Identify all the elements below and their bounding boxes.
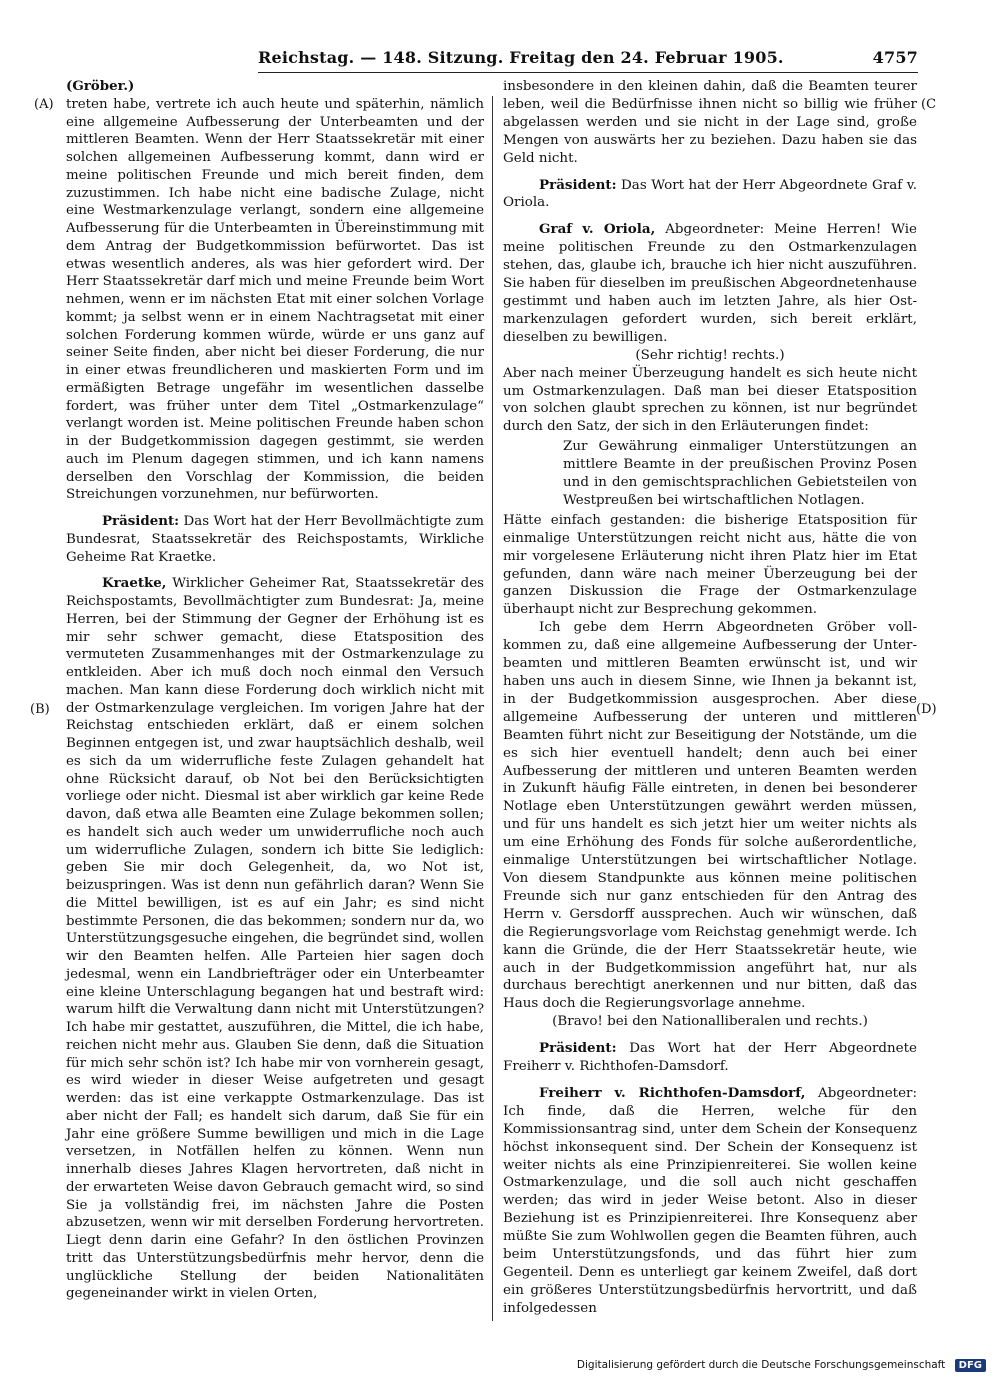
- speaker-name: Kraetke,: [102, 575, 167, 592]
- paragraph-text: Wirklicher Geheimer Rat, Staatssekretär des Reichspostamts, Bevollmächtigter zum Bundesrat: Ja, meine Herren, bei der Stimmung der Gegner der Erhöhung ist es mir sehr schwer gemacht, diese Etatsposition des vermuteten Zusammenhanges mit der Ostmarkenzulage zu entkleiden. Aber ich muß doch noch einmal den Versuch machen. Man kann diese Forderung doch wirklich nicht mit der Ostmarkenzulage vergleichen. Im vorigen Jahre hat der Reichstag entschieden erklärt, daß er einem solchen Beginnen entgegen ist, und zwar hauptsächlich deshalb, weil es sich da um widerrufliche feste Zulagen gehandelt hat ohne Rücksicht darauf, ob Not bei den Berücksichtigten vorliege oder nicht. Diesmal ist aber wirklich gar keine Rede davon, daß etwa alle Beamten eine Zulage bekommen sollen; es handelt sich auch weder um unwiderrufliche noch auch um widerrufliche Zulagen, sondern ich bitte Sie lediglich: geben Sie mir doch Gelegenheit, da, wo Not ist, beizuspringen. Was ist denn nun gefährlich daran? Wenn Sie die Mittel bewilligen, ist es auf ein Jahr; es sind nicht bestimmte Personen, die das bekommen; sondern nur da, wo Unterstützungsgesuche eingehen, die begründet sind, wollen wir den Beamten helfen. Alle Parteien hier sagen doch jedesmal, wenn ein Landbriefträger oder ein Unterbeamter eine kleine Unterschlagung begangen hat und bestraft wird: warum hilft die Verwaltung dann nicht mit Unterstützungen? Ich habe mir gestattet, auszuführen, die Mittel, die ich habe, reichen nicht mehr aus. Glauben Sie denn, daß die Situation für mich sehr schön ist? Ich habe mir von vornherein gesagt, es wird wieder in dieser Weise aufgetreten und gesagt werden: das ist eine verkappte Ostmarkenzulage. Das ist aber nicht der Fall; es handelt sich darum, daß Sie für ein Jahr eine größere Summe bewilligen und mich in die Lage versetzen, in Notfällen helfen zu können. Wenn nun innerhalb dieses Jahres Klagen hervortreten, daß nicht in der erwarteten Weise davon Gebrauch gemacht wird, so sind Sie ja vollständig frei, im nächsten Jahre die Posten abzusetzen, wenn wir mit derselben Forderung hervortreten. Liegt denn darin eine Gefahr? In den östlichen Provinzen tritt das Unterstützungsbedürfnis mehr hervor, denn die unglückliche Stellung der beiden Nationalitäten gegeneinander wirkt in vielen Orten,: [66, 576, 484, 1302]
- credit-text: Digitalisierung gefördert durch die Deutsche Forschungsgemeinschaft: [576, 1359, 946, 1371]
- right-column: [503, 78, 917, 1318]
- paragraph-text: Das Wort hat der Herr Abgeordnete Freiherr v. Richthofen-Damsdorf.: [503, 1041, 917, 1075]
- paragraph: [66, 96, 484, 504]
- paragraph-text: Ich gebe dem Herrn Abgeordneten Gröber vollkommen zu, daß eine allgemeine Aufbesserung der Unterbeamten und mittleren Beamten erwünscht ist, und wir haben uns auch in diesem Sinne, wie Ihnen ja bekannt ist, in der Budgetkommission ausgesprochen. Aber diese allgemeine Aufbesserung der unteren und mittleren Beamten führt nicht zur Beseitigung der Notstände, um die es sich hier eventuell handelt; denn auch bei einer Aufbesserung der mittleren und unteren Beamten werden in Zukunft häufig Fälle eintreten, in denen bei besonderer Notlage eben Unterstützungen gewährt werden müssen, und für uns handelt es sich jetzt hier um weiter nichts als um eine Erhöhung des Fonds für solche außerordentliche, einmalige Unterstützungen bei wirtschaftlicher Notlage. Von diesem Standpunkte aus können meine politischen Freunde sich nur ganz entschieden für den Antrag des Herrn v. Gersdorff aussprechen. Auch wir wünschen, daß die Regierungsvorlage vom Reichstag genehmigt werde. Ich kann die Gründe, die der Herr Staatssekretär heute, wie auch in der Budgetkommission angeführt hat, nur als durchaus berechtigt anerkennen und nur bitten, daß das Haus doch die Regierungsvorlage annehme.: [503, 620, 917, 1012]
- block-quote: Zur Gewährung einmaliger Unterstützungen an mittlere Beamte in der preußischen Provinz Posen und in den gemischtsprachlichen Gebietsteilen von Westpreußen bei wirtschaftlichen Notlagen.: [563, 439, 917, 508]
- speaker-name: Präsident:: [539, 176, 617, 193]
- paragraph-text: treten habe, vertrete ich auch heute und späterhin, nämlich eine allgemeine Aufbesserung der Unterbeamten und der mittleren Beamten. Wenn der Herr Staatssekretär mit einer solchen allgemeinen Aufbesserung kommt, dann wird er meine politischen Freunde und mich bereit finden, dem zuzustimmen. Ich habe nicht eine badische Zulage, nicht eine Westmarkenzulage verlangt, sondern eine allgemeine Aufbesserung für die Unterbeamten in Übereinstimmung mit dem Antrag der Budgetkommission befürwortet. Das ist etwas wesentlich anderes, als was hier gefordert wird. Der Herr Staatssekretär darf mich und meine Freunde beim Wort nehmen, wenn er im nächsten Etat mit einer solchen Vorlage kommt; ja selbst wenn er in einem Nachtragsetat mit einer solchen Forderung kommen würde, würde er uns ganz auf seiner Seite finden, aber nicht bei dieser Forderung, die nur in einer etwas freundlicheren und maskierten Form und im ermäßigten Betrage ungefähr im wesentlichen dasselbe fordert, was früher unter dem Titel „Ostmarkenzulage“ verlangt worden ist. Meine politischen Freunde haben schon in der Budgetkommission dagegen gestimmt, sie werden auch im Plenum dagegen stimmen, und ich kann namens derselben den Vorschlag der Kommission, die beiden Streichungen vorzunehmen, nur befürworten.: [66, 96, 484, 503]
- left-column: [66, 78, 484, 1303]
- speaker-name: Präsident:: [539, 1040, 617, 1057]
- paragraph: [66, 513, 484, 566]
- interjection: (Bravo! bei den Nationalliberalen und rechts.): [552, 1014, 868, 1030]
- paragraph: [503, 78, 917, 168]
- digitization-credit: [577, 1359, 986, 1372]
- page-number: 4757: [872, 48, 918, 67]
- column-separator: [492, 96, 493, 1321]
- header-rule: [258, 72, 918, 73]
- paragraph: [503, 1085, 917, 1318]
- speaker-name: Freiherr v. Richthofen-Damsdorf,: [539, 1084, 806, 1101]
- paragraph-text: Abgeordneter: Meine Herren! Wie meine politischen Freunde zu den Ostmarkenzulagen stehen, das, glaube ich, brauche ich hier nicht auszuführen. Sie haben für dieselben im preußischen Abgeordnetenhause gestimmt und haben auch im letzten Jahre, als hier Ostmarkenzulagen gefordert wurden, sich bereit erklärt, dieselben zu bewilligen.: [503, 222, 918, 345]
- margin-marker-d: (D): [916, 702, 937, 717]
- speaker-name: Präsident:: [102, 513, 180, 529]
- paragraph-text: Das Wort hat der Herr Bevollmächtigte zum Bundesrat, Staatssekretär des Reichspostamts, Wirkliche Geheime Rat Kraetke.: [66, 514, 484, 565]
- paragraph-text: Das Wort hat der Herr Abgeordnete Graf v. Oriola.: [503, 177, 917, 211]
- paragraph-text: insbesondere in den kleinen dahin, daß die Beamten teurer leben, weil die Bedürfnisse ihnen nicht so billig wie früher abgelassen werden und sie nicht in der Lage sind, große Mengen von auswärts her zu beziehen. Dazu haben sie das Geld nicht.: [503, 79, 917, 166]
- paragraph-text: Hätte einfach gestanden: die bisherige Etatsposition für einmalige Unterstützungen reicht nicht aus, hätte die von mir vorgelesene Erläuterung nicht ihren Platz hier im Etat gefunden, dann wäre nach meiner Überzeugung bei der ganzen Diskussion die Frage der Ostmarkenzulage überhaupt nicht zur Besprechung gekommen.: [503, 512, 917, 618]
- paragraph: [503, 512, 917, 619]
- dfg-logo: DFG: [955, 1359, 986, 1372]
- paragraph: [503, 619, 917, 1013]
- speaker-name: Graf v. Oriola,: [539, 221, 656, 238]
- paragraph: [66, 575, 484, 1303]
- paragraph-text: Abgeordneter: Ich finde, daß die Herren, welche für den Kommissionsantrag sind, unter dem Schein der Konsequenz höchst inkonsequent sind. Der Schein der Konsequenz ist weiter nichts als eine Prinzipienreiterei. Sie wollen keine Ostmarkenzulage, und die soll auch nicht geschaffen werden; das wird in jeder Weise betont. Also in dieser Beziehung ist es Prinzipienreiterei. Ihre Konsequenz aber müßte Sie zum Wohlwollen gegen die Beamten führen, auch beim Unterstützungsfonds, und das führt hier zum Gegenteil. Denn es unterliegt gar keinem Zweifel, daß dort ein größeres Unterstützungsbedürfnis hervortritt, und daß infolgedessen: [503, 1085, 918, 1316]
- margin-marker-a: (A): [34, 97, 54, 112]
- running-title: Reichstag. — 148. Sitzung. Freitag den 24. Februar 1905.: [258, 48, 784, 67]
- paragraph: [503, 365, 917, 437]
- paragraph: [503, 177, 917, 213]
- paragraph: [503, 1040, 917, 1076]
- paragraph-text: Aber nach meiner Überzeugung handelt es sich heute nicht um Ostmarkenzulagen. Daß man bei dieser Etatsposition von solchen glaubt sprechen zu können, ist nur begründet durch den Satz, der sich in den Erläuterungen findet:: [503, 365, 917, 435]
- margin-marker-b: (B): [30, 702, 50, 717]
- margin-marker-c: (C: [921, 97, 937, 112]
- interjection: (Sehr richtig! rechts.): [635, 347, 785, 363]
- paragraph: [503, 221, 917, 346]
- speaker-name: (Gröber.): [66, 78, 135, 94]
- page-header: [258, 46, 918, 70]
- speaker-continuation: [66, 78, 484, 96]
